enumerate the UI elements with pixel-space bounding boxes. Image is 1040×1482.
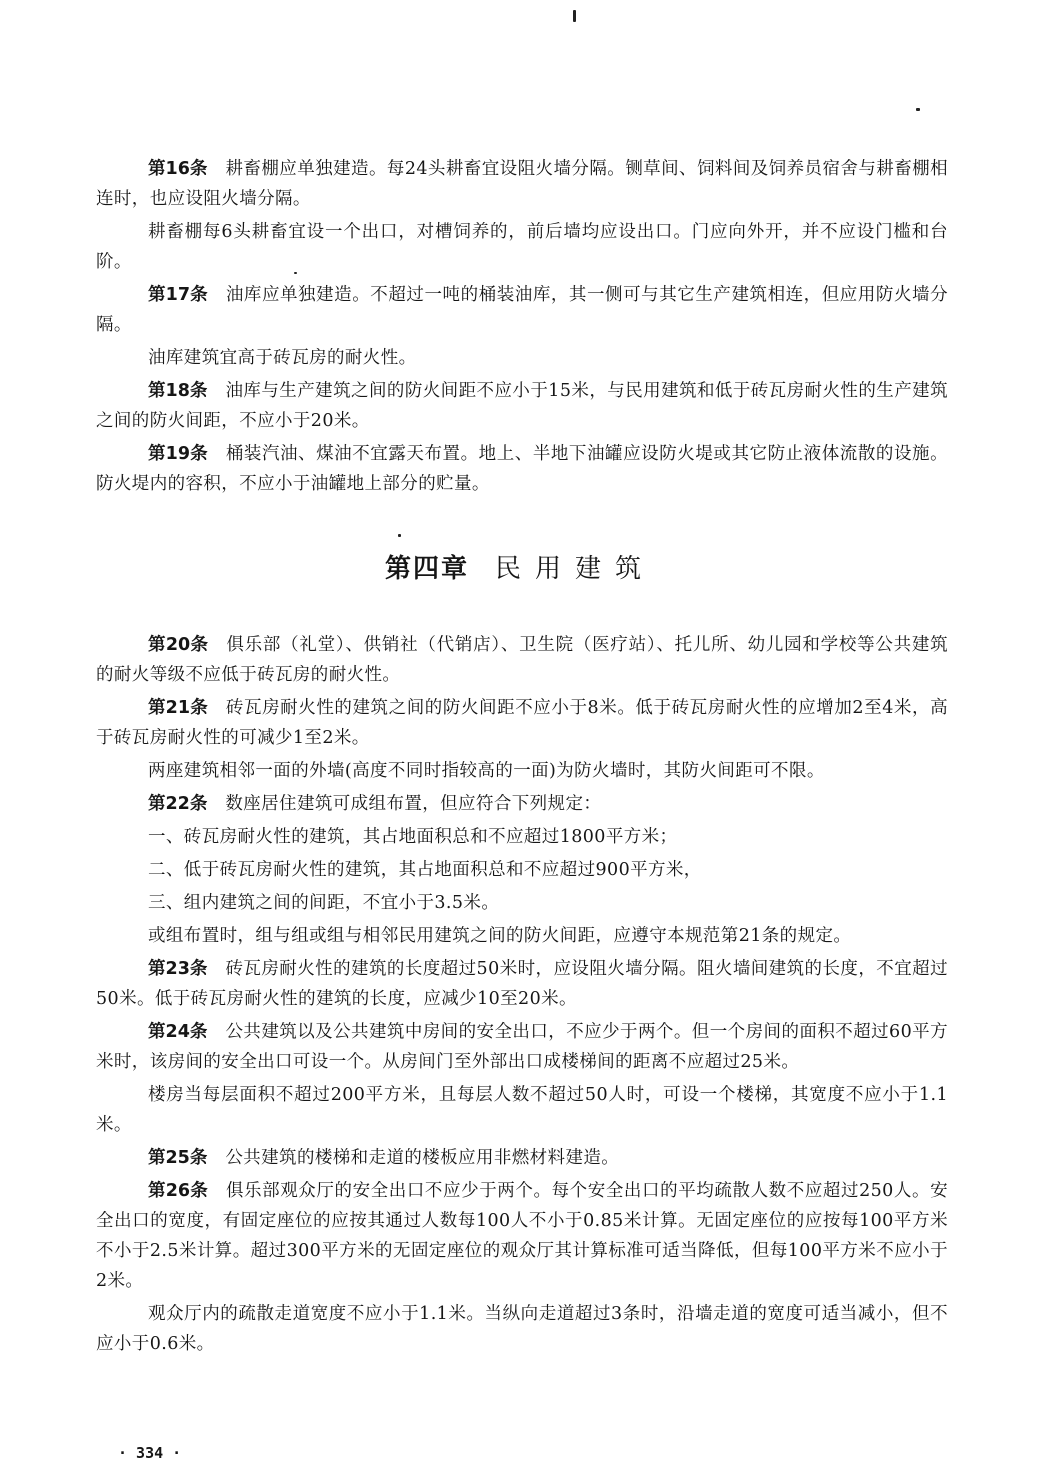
article-text: 数座居住建筑可成组布置，但应符合下列规定： [225, 794, 602, 814]
article-17-paragraph-2 [96, 343, 948, 373]
article-text: 油库建筑宜高于砖瓦房的耐火性。 [148, 348, 417, 368]
article-23 [96, 954, 948, 1014]
article-number: 第23条 [148, 959, 208, 979]
article-17 [96, 280, 948, 340]
section-farm-buildings [96, 154, 948, 499]
list-item-text: 一、砖瓦房耐火性的建筑，其占地面积总和不应超过1800平方米； [148, 827, 678, 847]
article-26 [96, 1176, 948, 1296]
article-text: 楼房当每层面积不超过200平方米，且每层人数不超过50人时，可设一个楼梯，其宽度不应小于1.1米。 [96, 1085, 948, 1135]
article-22 [96, 789, 948, 819]
article-text: 俱乐部（礼堂）、供销社（代销店）、卫生院（医疗站）、托儿所、幼儿园和学校等公共建筑的耐火等级不应低于砖瓦房的耐火性。 [96, 635, 948, 685]
article-number: 第19条 [148, 444, 208, 464]
article-text: 观众厅内的疏散走道宽度不应小于1.1米。当纵向走道超过3条时，沿墙走道的宽度可适当减小，但不应小于0.6米。 [96, 1304, 948, 1354]
article-number: 第16条 [148, 159, 208, 179]
article-number: 第18条 [148, 381, 208, 401]
article-text: 或组布置时，组与组或组与相邻民用建筑之间的防火间距，应遵守本规范第21条的规定。 [148, 926, 852, 946]
article-text: 油库与生产建筑之间的防火间距不应小于15米，与民用建筑和低于砖瓦房耐火性的生产建筑之间的防火间距，不应小于20米。 [96, 381, 948, 431]
article-text: 耕畜棚每6头耕畜宜设一个出口，对槽饲养的，前后墙均应设出口。门应向外开，并不应设门槛和台阶。 [96, 222, 948, 272]
article-number: 第17条 [148, 285, 208, 305]
article-21-paragraph-2 [96, 756, 948, 786]
article-24 [96, 1017, 948, 1077]
article-19 [96, 439, 948, 499]
article-number: 第20条 [148, 635, 209, 655]
article-22-item-1 [96, 822, 948, 852]
article-16 [96, 154, 948, 214]
article-text: 桶装汽油、煤油不宜露天布置。地上、半地下油罐应设防火堤或其它防止液体流散的设施。防火堤内的容积，不应小于油罐地上部分的贮量。 [96, 444, 948, 494]
article-text: 俱乐部观众厅的安全出口不应少于两个。每个安全出口的平均疏散人数不应超过250人。安全出口的宽度，有固定座位的应按其通过人数每100人不小于0.85米计算。无固定座位的应按每100平方米不小于2.5米计算。超过300平方米的无固定座位的观众厅其计算标准可适当降低，但每100平方米不应小于2米。 [96, 1181, 948, 1291]
scan-speck [916, 108, 920, 111]
page-number: · 334 · [118, 1444, 182, 1462]
scan-speck [398, 534, 401, 537]
article-text: 油库应单独建造。不超过一吨的桶装油库，其一侧可与其它生产建筑相连，但应用防火墙分隔。 [96, 285, 948, 335]
article-number: 第25条 [148, 1148, 208, 1168]
article-text: 两座建筑相邻一面的外墙(高度不同时指较高的一面)为防火墙时，其防火间距可不限。 [148, 761, 825, 781]
article-number: 第22条 [148, 794, 208, 814]
article-22-item-2 [96, 855, 948, 885]
scan-speck [573, 10, 576, 22]
article-text: 公共建筑的楼梯和走道的楼板应用非燃材料建造。 [225, 1148, 620, 1168]
article-text: 砖瓦房耐火性的建筑之间的防火间距不应小于8米。低于砖瓦房耐火性的应增加2至4米，高于砖瓦房耐火性的可减少1至2米。 [96, 698, 948, 748]
article-number: 第21条 [148, 698, 208, 718]
article-22-paragraph-2 [96, 921, 948, 951]
list-item-text: 二、低于砖瓦房耐火性的建筑，其占地面积总和不应超过900平方米， [148, 860, 702, 880]
chapter-title: 民用建筑 [495, 554, 656, 584]
section-civil-buildings [96, 630, 948, 1359]
article-20 [96, 630, 948, 690]
chapter-number: 第四章 [384, 554, 469, 584]
scan-speck [294, 272, 297, 274]
article-22-item-3 [96, 888, 948, 918]
article-25 [96, 1143, 948, 1173]
list-item-text: 三、组内建筑之间的间距，不宜小于3.5米。 [148, 893, 500, 913]
article-16-paragraph-2 [96, 217, 948, 277]
article-text: 砖瓦房耐火性的建筑的长度超过50米时，应设阻火墙分隔。阻火墙间建筑的长度，不宜超过50米。低于砖瓦房耐火性的建筑的长度，应减少10至20米。 [96, 959, 948, 1009]
chapter-heading [0, 548, 1040, 585]
article-number: 第24条 [148, 1022, 208, 1042]
article-18 [96, 376, 948, 436]
article-21 [96, 693, 948, 753]
article-text: 耕畜棚应单独建造。每24头耕畜宜设阻火墙分隔。铡草间、饲料间及饲养员宿舍与耕畜棚相连时，也应设阻火墙分隔。 [96, 159, 948, 209]
article-number: 第26条 [148, 1181, 208, 1201]
article-24-paragraph-2 [96, 1080, 948, 1140]
article-26-paragraph-2 [96, 1299, 948, 1359]
article-text: 公共建筑以及公共建筑中房间的安全出口，不应少于两个。但一个房间的面积不超过60平方米时，该房间的安全出口可设一个。从房间门至外部出口成楼梯间的距离不应超过25米。 [96, 1022, 948, 1072]
